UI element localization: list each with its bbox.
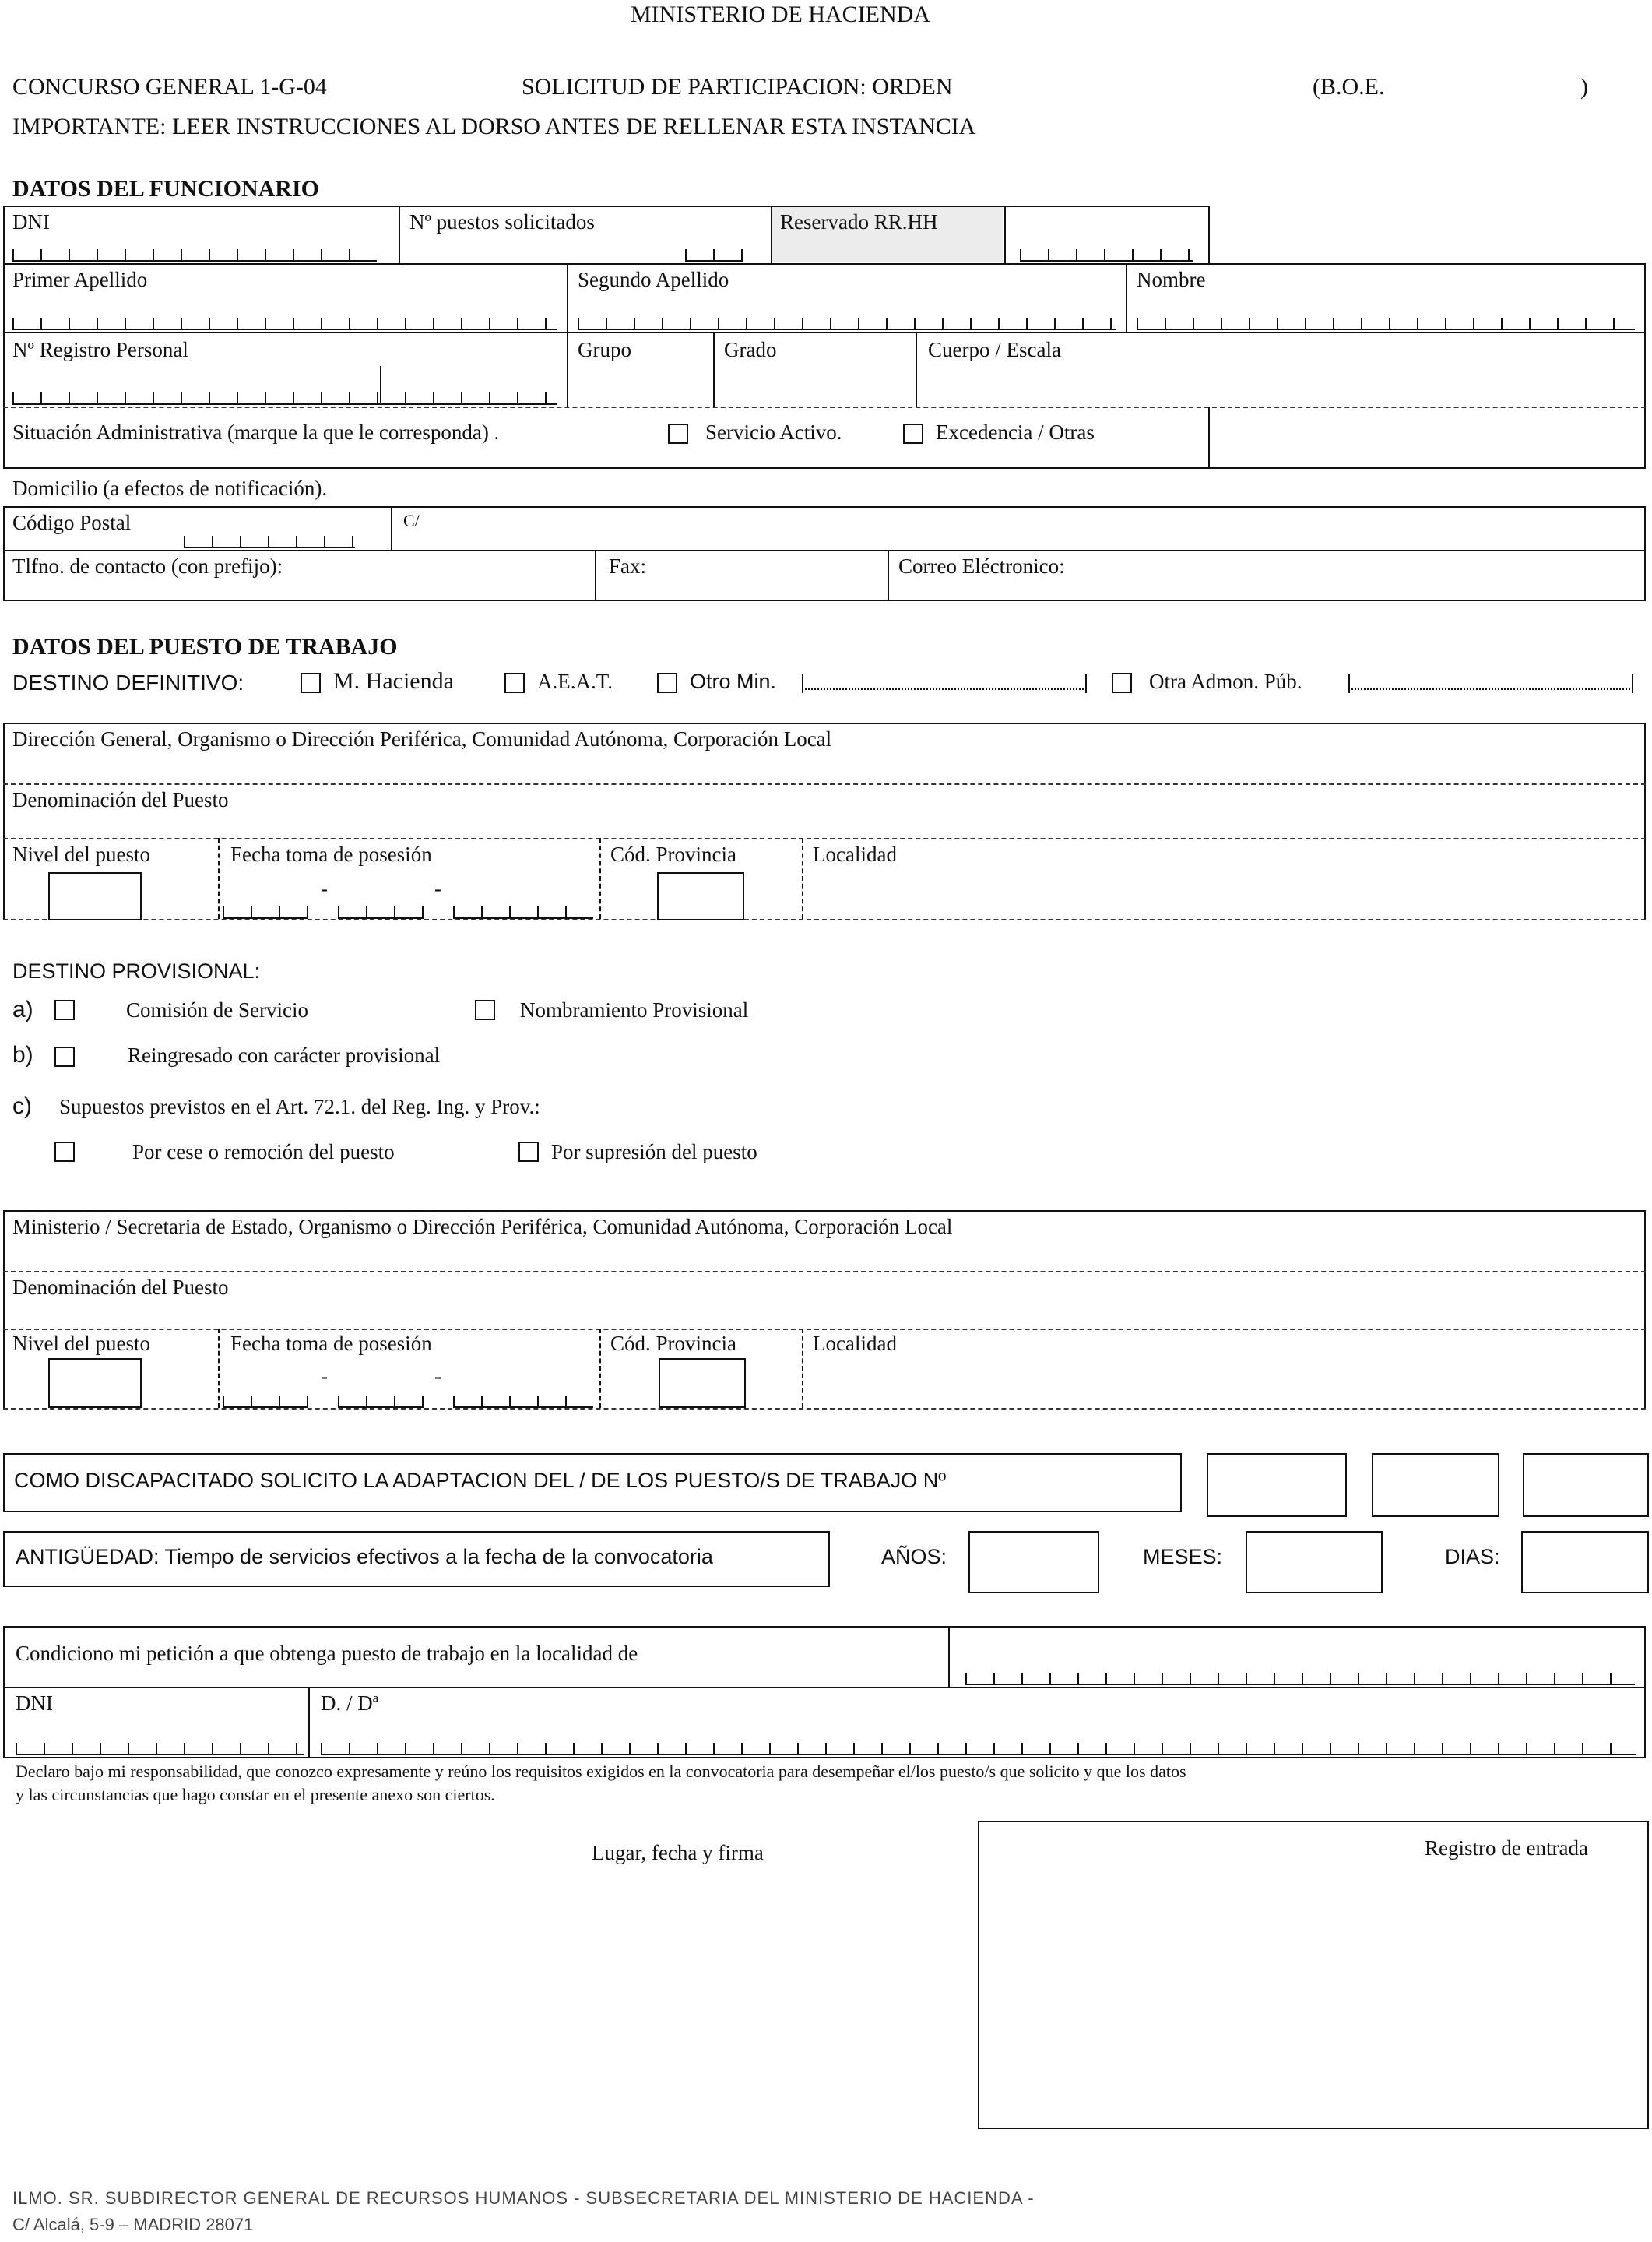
fecha-dia-input[interactable] (223, 906, 308, 919)
option-c-label: c) (12, 1093, 32, 1119)
anos-input[interactable] (968, 1531, 1099, 1593)
puesto-adaptacion-1-input[interactable] (1207, 1453, 1347, 1517)
correo-label: Correo Eléctronico: (898, 554, 1065, 578)
otro-min-checkbox[interactable] (657, 673, 677, 693)
dona-input[interactable] (321, 1743, 1636, 1755)
excedencia-label: Excedencia / Otras (936, 421, 1095, 444)
otra-admon-checkbox[interactable] (1112, 673, 1132, 693)
num-puestos-input[interactable] (685, 249, 743, 262)
por-supresion-checkbox[interactable] (518, 1142, 539, 1162)
servicio-activo-checkbox[interactable] (668, 424, 688, 444)
destino-provisional-label: DESTINO PROVISIONAL: (12, 959, 261, 983)
otra-admon-input[interactable] (1351, 688, 1630, 690)
direccion-general-label: Dirección General, Organismo o Dirección Periférica, Comunidad Autónoma, Corporación Local (12, 727, 832, 751)
option-b-label: b) (12, 1042, 33, 1068)
fecha-prov-dash-1: - (321, 1364, 328, 1388)
declaro-line-2: y las circunstancias que hago constar en el presente anexo son ciertos. (16, 1785, 495, 1804)
reingresado-checkbox[interactable] (54, 1047, 75, 1067)
num-puestos-label: Nº puestos solicitados (409, 210, 595, 234)
reservado-label: Reservado RR.HH (780, 210, 938, 234)
condiciono-label: Condiciono mi petición a que obtenga puesto de trabajo en la localidad de (16, 1642, 638, 1665)
supuestos-label: Supuestos previstos en el Art. 72.1. del Reg. Ing. y Prov.: (59, 1095, 540, 1118)
fecha-posesion-label: Fecha toma de posesión (230, 843, 432, 866)
cod-provincia-prov-input[interactable] (659, 1358, 746, 1408)
fax-label: Fax: (609, 554, 647, 578)
condiciono-dni-label: DNI (16, 1691, 53, 1715)
reservado-input[interactable] (1020, 249, 1193, 262)
cuerpo-escala-label: Cuerpo / Escala (928, 338, 1061, 361)
anos-label: AÑOS: (881, 1545, 947, 1568)
registro-personal-input[interactable] (12, 392, 557, 405)
fecha-mes-input[interactable] (338, 906, 424, 919)
grado-label: Grado (724, 338, 777, 361)
dona-label: D. / Dª (321, 1691, 379, 1715)
denominacion-label: Denominación del Puesto (12, 788, 229, 811)
cod-provincia-label: Cód. Provincia (610, 843, 736, 866)
hacienda-label: M. Hacienda (333, 668, 454, 694)
meses-input[interactable] (1246, 1531, 1383, 1593)
footer-line-1: ILMO. SR. SUBDIRECTOR GENERAL DE RECURSOS HUMANOS - SUBSECRETARIA DEL MINISTERIO DE HACIENDA - (12, 2188, 1035, 2208)
antiguedad-label: ANTIGÜEDAD: Tiempo de servicios efectivos a la fecha de la convocatoria (16, 1545, 713, 1568)
excedencia-checkbox[interactable] (903, 424, 923, 444)
primer-apellido-label: Primer Apellido (12, 268, 148, 291)
situacion-label: Situación Administrativa (marque la que le corresponda) . (12, 421, 500, 444)
nivel-prov-input[interactable] (48, 1358, 142, 1408)
primer-apellido-input[interactable] (12, 318, 557, 330)
meses-label: MESES: (1143, 1545, 1223, 1568)
option-a-label: a) (12, 997, 33, 1022)
fecha-dash-2: - (434, 877, 441, 900)
lugar-fecha-firma: Lugar, fecha y firma (592, 1841, 764, 1864)
otra-admon-label: Otra Admon. Púb. (1149, 670, 1302, 693)
dni-input[interactable] (12, 249, 377, 262)
puesto-adaptacion-2-input[interactable] (1372, 1453, 1499, 1517)
fecha-prov-ano-input[interactable] (453, 1396, 593, 1408)
codigo-postal-input[interactable] (184, 536, 355, 548)
aeat-label: A.E.A.T. (537, 670, 613, 693)
boe-label-close: ) (1580, 74, 1588, 100)
servicio-activo-label: Servicio Activo. (705, 421, 842, 444)
hacienda-checkbox[interactable] (301, 673, 321, 693)
ministerio-label: Ministerio / Secretaria de Estado, Organismo o Dirección Periférica, Comunidad Autónoma, Corporación Local (12, 1215, 953, 1238)
dias-label: DIAS: (1445, 1545, 1500, 1568)
cod-provincia-input[interactable] (657, 872, 744, 920)
nombre-label: Nombre (1137, 268, 1206, 291)
puesto-adaptacion-3-input[interactable] (1523, 1453, 1649, 1517)
por-cese-label: Por cese o remoción del puesto (132, 1140, 395, 1163)
calle-label: C/ (403, 511, 420, 530)
nivel-label: Nivel del puesto (12, 843, 150, 866)
discapacitado-label: COMO DISCAPACITADO SOLICITO LA ADAPTACION DEL / DE LOS PUESTO/S DE TRABAJO Nº (14, 1469, 947, 1492)
denominacion-prov-label: Denominación del Puesto (12, 1276, 229, 1299)
section-puesto-title: DATOS DEL PUESTO DE TRABAJO (12, 634, 398, 660)
nombre-input[interactable] (1137, 318, 1635, 330)
solicitud-label: SOLICITUD DE PARTICIPACION: ORDEN (522, 74, 953, 100)
nombramiento-checkbox[interactable] (475, 1000, 495, 1020)
reingresado-label: Reingresado con carácter provisional (128, 1044, 441, 1067)
cod-provincia-prov-label: Cód. Provincia (610, 1332, 736, 1355)
aeat-checkbox[interactable] (504, 673, 525, 693)
localidad-label: Localidad (813, 843, 897, 866)
codigo-postal-label: Código Postal (12, 511, 132, 534)
dias-input[interactable] (1521, 1531, 1649, 1593)
fecha-prov-mes-input[interactable] (338, 1396, 424, 1408)
registro-entrada-box (978, 1821, 1649, 2129)
registro-personal-label: Nº Registro Personal (12, 338, 188, 361)
registro-entrada-label: Registro de entrada (1425, 1836, 1588, 1860)
telefono-label: Tlfno. de contacto (con prefijo): (12, 554, 283, 578)
fecha-dash-1: - (321, 877, 328, 900)
condiciono-dni-input[interactable] (16, 1743, 304, 1755)
fecha-prov-dash-2: - (434, 1364, 441, 1388)
otro-min-label: Otro Min. (690, 670, 777, 693)
segundo-apellido-input[interactable] (578, 318, 1116, 330)
comision-servicio-label: Comisión de Servicio (126, 998, 308, 1022)
segundo-apellido-label: Segundo Apellido (578, 268, 729, 291)
fecha-posesion-prov-label: Fecha toma de posesión (230, 1332, 432, 1355)
otro-min-input[interactable] (805, 688, 1084, 690)
nombramiento-label: Nombramiento Provisional (520, 998, 749, 1022)
footer-line-2: C/ Alcalá, 5-9 – MADRID 28071 (12, 2215, 254, 2234)
localidad-prov-label: Localidad (813, 1332, 897, 1355)
dni-label: DNI (12, 210, 50, 234)
por-supresion-label: Por supresión del puesto (551, 1140, 757, 1163)
comision-servicio-checkbox[interactable] (54, 1000, 75, 1020)
concurso-label: CONCURSO GENERAL 1-G-04 (12, 74, 327, 100)
ministry-title: MINISTERIO DE HACIENDA (631, 2, 930, 27)
fecha-ano-input[interactable] (453, 906, 593, 919)
section-funcionario-title: DATOS DEL FUNCIONARIO (12, 176, 319, 202)
por-cese-checkbox[interactable] (54, 1142, 75, 1162)
destino-definitivo-label: DESTINO DEFINITIVO: (12, 670, 244, 695)
declaro-line-1: Declaro bajo mi responsabilidad, que conozco expresamente y reúno los requisitos exigidos en la convocatoria para desempeñar el/los puesto/s que solicito y que los datos (16, 1762, 1186, 1781)
importante-notice: IMPORTANTE: LEER INSTRUCCIONES AL DORSO ANTES DE RELLENAR ESTA INSTANCIA (12, 114, 976, 139)
localidad-condicion-input[interactable] (965, 1673, 1635, 1685)
grupo-label: Grupo (578, 338, 631, 361)
domicilio-label: Domicilio (a efectos de notificación). (12, 477, 328, 500)
nivel-prov-label: Nivel del puesto (12, 1332, 150, 1355)
nivel-input[interactable] (48, 872, 142, 920)
fecha-prov-dia-input[interactable] (223, 1396, 308, 1408)
boe-label-open: (B.O.E. (1313, 74, 1385, 100)
